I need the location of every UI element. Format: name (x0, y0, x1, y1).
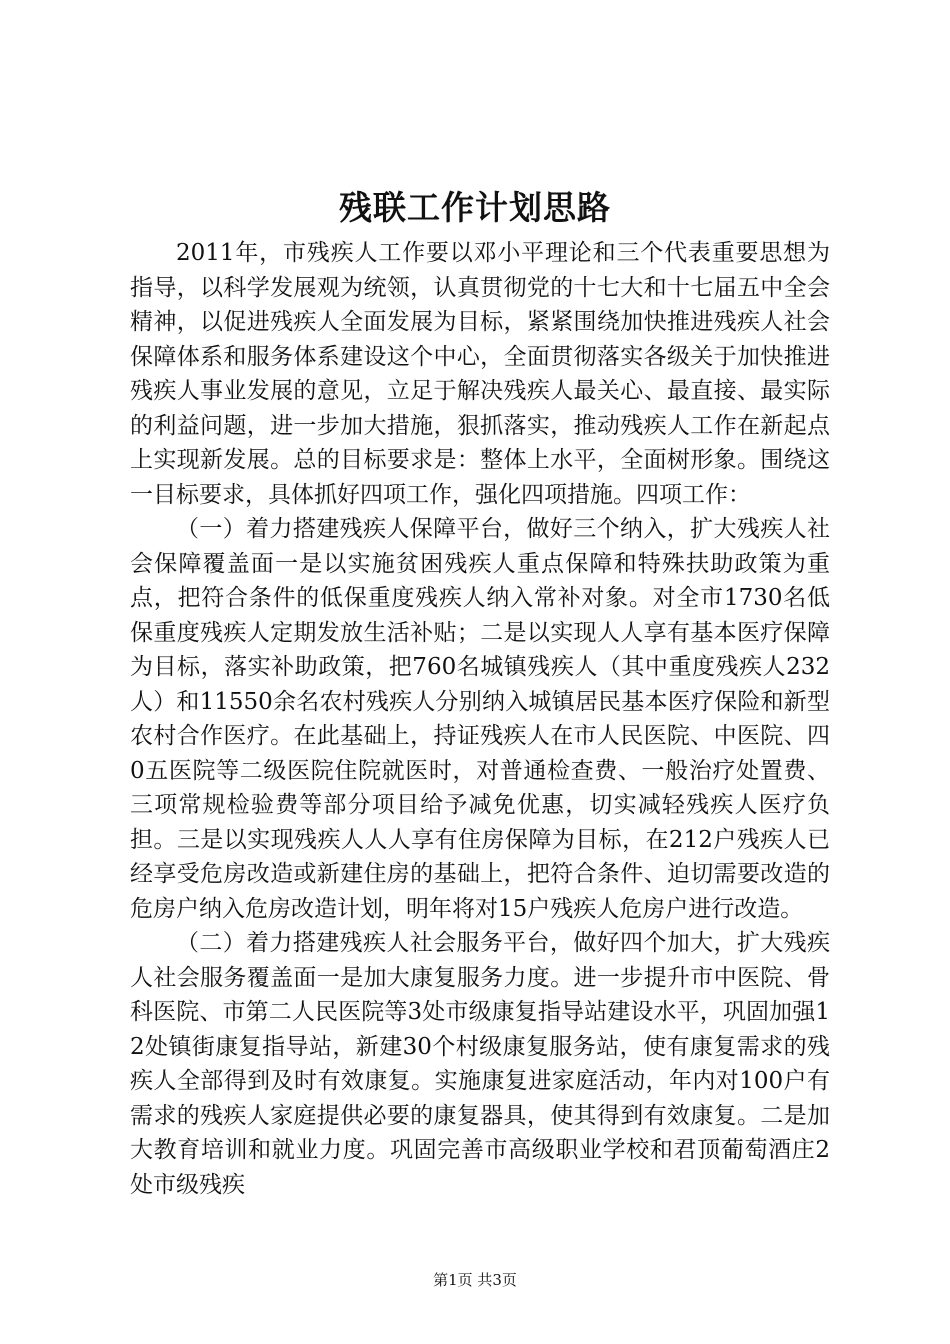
document-body (130, 236, 830, 1202)
paragraph-intro: 2011年，市残疾人工作要以邓小平理论和三个代表重要思想为指导，以科学发展观为统领，认真贯彻党的十七大和十七届五中全会精神，以促进残疾人全面发展为目标，紧紧围绕加快推进残疾人社会保障体系和服务体系建设这个中心，全面贯彻落实各级关于加快推进残疾人事业发展的意见，立足于解决残疾人最关心、最直接、最实际的利益问题，进一步加大措施，狠抓落实，推动残疾人工作在新起点上实现新发展。总的目标要求是：整体上水平，全面树形象。围绕这一目标要求，具体抓好四项工作，强化四项措施。四项工作： (130, 240, 830, 508)
document-title: 残联工作计划思路 (339, 188, 611, 227)
paragraph-section-1: （一）着力搭建残疾人保障平台，做好三个纳入，扩大残疾人社会保障覆盖面一是以实施贫困残疾人重点保障和特殊扶助政策为重点，把符合条件的低保重度残疾人纳入常补对象。对全市1730名低保重度残疾人定期发放生活补贴；二是以实现人人享有基本医疗保障为目标，落实补助政策，把760名城镇残疾人（其中重度残疾人232人）和11550余名农村残疾人分别纳入城镇居民基本医疗保险和新型农村合作医疗。在此基础上，持证残疾人在市人民医院、中医院、四0五医院等二级医院住院就医时，对普通检查费、一般治疗处置费、三项常规检验费等部分项目给予减免优惠，切实减轻残疾人医疗负担。三是以实现残疾人人人享有住房保障为目标，在212户残疾人已经享受危房改造或新建住房的基础上，把符合条件、迫切需要改造的危房户纳入危房改造计划，明年将对15户残疾人危房户进行改造。 (130, 516, 830, 922)
paragraph-section-2: （二）着力搭建残疾人社会服务平台，做好四个加大，扩大残疾人社会服务覆盖面一是加大康复服务力度。进一步提升市中医院、骨科医院、市第二人民医院等3处市级康复指导站建设水平，巩固加强12处镇街康复指导站，新建30个村级康复服务站，使有康复需求的残疾人全部得到及时有效康复。实施康复进家庭活动，年内对100户有需求的残疾人家庭提供必要的康复器具，使其得到有效康复。二是加大教育培训和就业力度。巩固完善市高级职业学校和君顶葡萄酒庄2处市级残疾 (130, 930, 830, 1198)
page-footer: 第1页 共3页 (433, 1271, 517, 1289)
